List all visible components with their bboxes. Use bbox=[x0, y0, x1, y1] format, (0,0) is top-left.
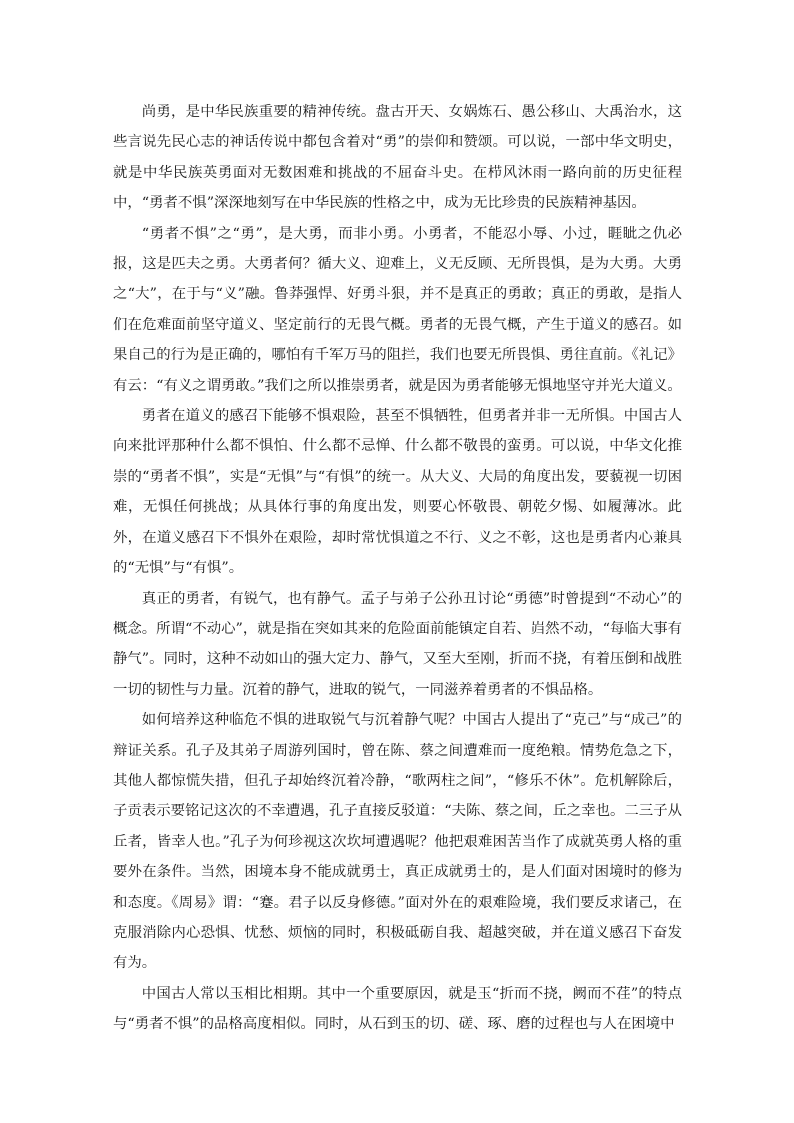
document-body bbox=[113, 97, 682, 1040]
paragraph: 如何培养这种临危不惧的进取锐气与沉着静气呢？中国古人提出了“克己”与“成己”的辩证关系。孔子及其弟子周游列国时，曾在陈、蔡之间遭难而一度绝粮。情势危急之下，其他人都惊慌失措，但孔子却始终沉着冷静，“歌两柱之间”，“修乐不休”。危机解除后，子贡表示要铭记这次的不幸遭遇，孔子直接反驳道：“夫陈、蔡之间，丘之幸也。二三子从丘者，皆幸人也。”孔子为何珍视这次坎坷遭遇呢？他把艰难困苦当作了成就英勇人格的重要外在条件。当然，困境本身不能成就勇士，真正成就勇士的，是人们面对困境时的修为和态度。《周易》谓：“蹇。君子以反身修德。”面对外在的艰难险境，我们要反求诸己，在克服消除内心恐惧、忧愁、烦恼的同时，积极砥砺自我、超越突破，并在道义感召下奋发有为。 bbox=[113, 712, 682, 972]
paragraph: 勇者在道义的感召下能够不惧艰险，甚至不惧牺牲，但勇者并非一无所惧。中国古人向来批评那种什么都不惧怕、什么都不忌惮、什么都不敬畏的蛮勇。可以说，中华文化推崇的“勇者不惧”，实是“无惧”与“有惧”的统一。从大义、大局的角度出发，要藐视一切困难，无惧任何挑战；从具体行事的角度出发，则要心怀敬畏、朝乾夕惕、如履薄冰。此外，在道义感召下不惧外在艰险，却时常忧惧道之不行、义之不彰，这也是勇者内心兼具的“无惧”与“有惧”。 bbox=[113, 408, 682, 577]
paragraph: “勇者不惧”之“勇”，是大勇，而非小勇。小勇者，不能忍小辱、小过，睚眦之仇必报，这是匹夫之勇。大勇者何？循大义、迎难上，义无反顾、无所畏惧，是为大勇。大勇之“大”，在于与“义”融。鲁莽强悍、好勇斗狠，并不是真正的勇敢；真正的勇敢，是指人们在危难面前坚守道义、坚定前行的无畏气概。勇者的无畏气概，产生于道义的感召。如果自己的行为是正确的，哪怕有千军万马的阻拦，我们也要无所畏惧、勇往直前。《礼记》有云：“有义之谓勇敢。”我们之所以推崇勇者，就是因为勇者能够无惧地坚守并光大道义。 bbox=[113, 225, 682, 394]
paragraph: 真正的勇者，有锐气，也有静气。孟子与弟子公孙丑讨论“勇德”时曾提到“不动心”的概念。所谓“不动心”，就是指在突如其来的危险面前能镇定自若、岿然不动，“每临大事有静气”。同时，这种不动如山的强大定力、静气，又至大至刚，折而不挠，有着压倒和战胜一切的韧性与力量。沉着的静气，进取的锐气，一同滋养着勇者的不惧品格。 bbox=[113, 590, 682, 698]
paragraph: 尚勇，是中华民族重要的精神传统。盘古开天、女娲炼石、愚公移山、大禹治水，这些言说先民心志的神话传说中都包含着对“勇”的崇仰和赞颂。可以说，一部中华文明史，就是中华民族英勇面对无数困难和挑战的不屈奋斗史。在栉风沐雨一路向前的历史征程中，“勇者不惧”深深地刻写在中华民族的性格之中，成为无比珍贵的民族精神基因。 bbox=[113, 104, 682, 212]
paragraph: 中国古人常以玉相比相期。其中一个重要原因，就是玉“折而不挠，阙而不荏”的特点与“勇者不惧”的品格高度相似。同时，从石到玉的切、磋、琢、磨的过程也与人在困境中 bbox=[113, 985, 682, 1033]
